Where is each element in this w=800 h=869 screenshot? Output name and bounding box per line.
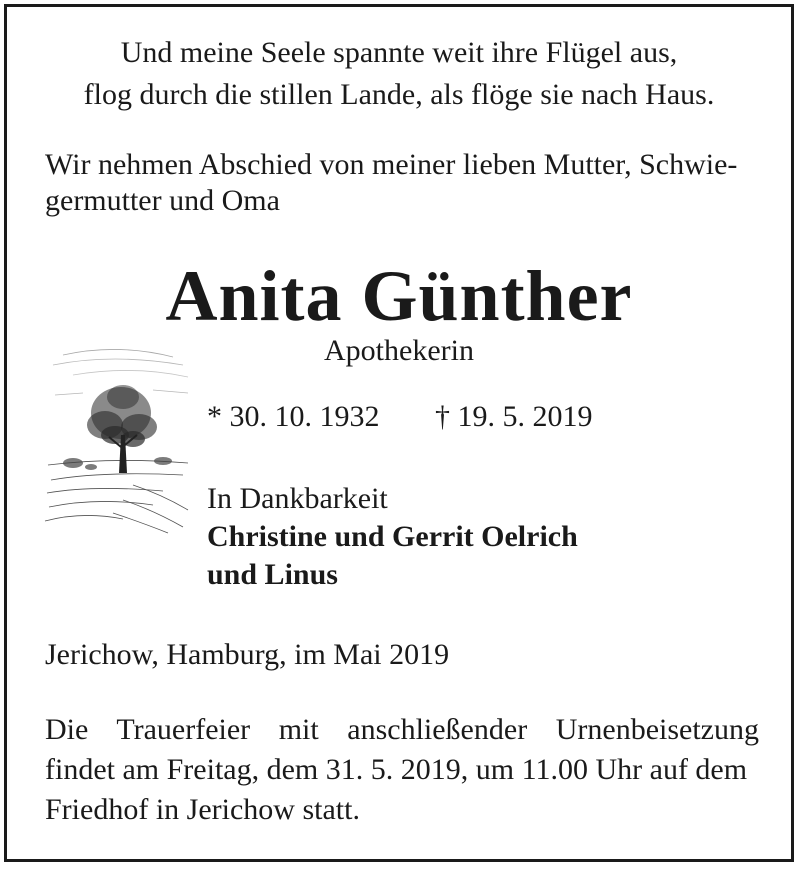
thanks-line: In Dankbarkeit (207, 482, 388, 515)
tree-landscape-icon (43, 335, 193, 535)
funeral-line-2: findet am Freitag, dem 31. 5. 2019, um 11.00 Uhr auf dem (45, 753, 748, 786)
intro-line-1: Wir nehmen Abschied von meiner lieben Mutter, Schwie- (45, 148, 738, 181)
deceased-name: Anita Günther (165, 256, 633, 336)
funeral-line-3: Friedhof in Jerichow statt. (45, 793, 360, 826)
intro-line-2: germutter und Oma (45, 184, 280, 217)
deceased-profession: Apothekerin (324, 334, 474, 367)
birth-date: * 30. 10. 1932 (207, 400, 380, 433)
place-date: Jerichow, Hamburg, im Mai 2019 (45, 638, 450, 671)
mourners-line-2: und Linus (207, 558, 338, 591)
death-date: † 19. 5. 2019 (435, 400, 593, 433)
obituary-notice (4, 4, 794, 862)
verse-line-1: Und meine Seele spannte weit ihre Flügel aus, (120, 36, 678, 69)
verse-line-2: flog durch die stillen Lande, als flöge sie nach Haus. (83, 78, 715, 111)
mourners-line-1: Christine und Gerrit Oelrich (207, 520, 578, 553)
funeral-line-1: Die Trauerfeier mit anschließender Urnenbeisetzung (45, 713, 759, 746)
